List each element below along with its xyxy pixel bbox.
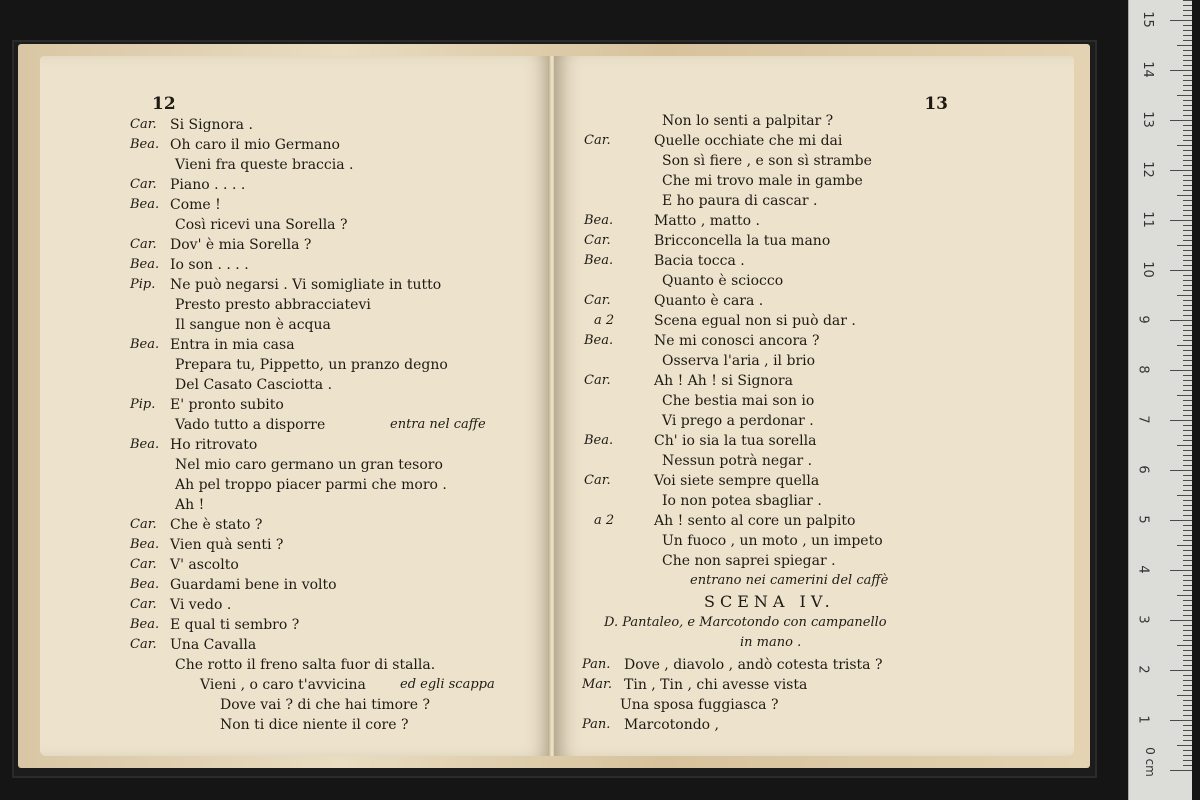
dialogue-line: Vieni , o caro t'avvicina bbox=[200, 677, 366, 693]
speaker-name: Car. bbox=[584, 233, 611, 248]
ruler-tick bbox=[1170, 370, 1192, 371]
page-number: 13 bbox=[924, 94, 948, 114]
dialogue-line: Io non potea sbagliar . bbox=[662, 493, 822, 509]
left-page bbox=[40, 56, 552, 756]
ruler-tick bbox=[1183, 765, 1192, 766]
speaker-name: Car. bbox=[130, 177, 157, 192]
ruler-tick bbox=[1183, 700, 1192, 701]
ruler-tick bbox=[1177, 495, 1192, 496]
ruler-tick bbox=[1183, 340, 1192, 341]
ruler-tick bbox=[1183, 75, 1192, 76]
ruler-tick bbox=[1183, 385, 1192, 386]
ruler-tick bbox=[1177, 545, 1192, 546]
ruler-tick bbox=[1170, 470, 1192, 471]
dialogue-line: Matto , matto . bbox=[654, 213, 760, 229]
ruler-tick bbox=[1183, 740, 1192, 741]
ruler-tick bbox=[1183, 515, 1192, 516]
speaker-name: Bea. bbox=[130, 257, 160, 272]
ruler-tick bbox=[1183, 235, 1192, 236]
ruler-tick bbox=[1183, 635, 1192, 636]
ruler-number: 2 bbox=[1135, 665, 1151, 674]
speaker-name: Pip. bbox=[130, 277, 156, 292]
ruler-number: 1 bbox=[1135, 715, 1151, 724]
ruler-tick bbox=[1183, 440, 1192, 441]
ruler-tick bbox=[1177, 595, 1192, 596]
ruler-tick bbox=[1183, 685, 1192, 686]
ruler-tick bbox=[1183, 190, 1192, 191]
ruler-tick bbox=[1183, 455, 1192, 456]
ruler-tick bbox=[1183, 0, 1192, 1]
dialogue-line: Oh caro il mio Germano bbox=[170, 137, 340, 153]
ruler-tick bbox=[1183, 405, 1192, 406]
ruler-tick bbox=[1183, 525, 1192, 526]
ruler-tick bbox=[1183, 210, 1192, 211]
ruler-tick bbox=[1183, 115, 1192, 116]
ruler-tick bbox=[1183, 580, 1192, 581]
ruler-tick bbox=[1183, 200, 1192, 201]
ruler-number: 5 bbox=[1135, 515, 1151, 524]
dialogue-line: Scena egual non si può dar . bbox=[654, 313, 856, 329]
dialogue-line: Entra in mia casa bbox=[170, 337, 295, 353]
speaker-name: Pan. bbox=[582, 657, 611, 672]
ruler-tick bbox=[1183, 435, 1192, 436]
ruler-number: 4 bbox=[1135, 565, 1151, 574]
ruler-tick bbox=[1170, 170, 1192, 171]
ruler-tick bbox=[1183, 450, 1192, 451]
ruler-number: 12 bbox=[1139, 161, 1155, 178]
speaker-name: Bea. bbox=[130, 437, 160, 452]
ruler-number: 3 bbox=[1135, 615, 1151, 624]
speaker-name: Car. bbox=[584, 373, 611, 388]
dialogue-line: Vi prego a perdonar . bbox=[662, 413, 814, 429]
ruler-tick bbox=[1183, 205, 1192, 206]
ruler-tick bbox=[1177, 395, 1192, 396]
dialogue-line: Tin , Tin , chi avesse vista bbox=[624, 677, 808, 693]
ruler-tick bbox=[1183, 10, 1192, 11]
ruler-tick bbox=[1170, 570, 1192, 571]
speaker-name: Bea. bbox=[584, 253, 614, 268]
ruler-tick bbox=[1183, 690, 1192, 691]
speaker-name: Bea. bbox=[130, 197, 160, 212]
stage-direction: ed egli scappa bbox=[400, 677, 495, 692]
ruler-tick bbox=[1183, 410, 1192, 411]
dialogue-line: Quanto è sciocco bbox=[662, 273, 784, 289]
speaker-name: Car. bbox=[584, 473, 611, 488]
ruler-tick bbox=[1183, 325, 1192, 326]
dialogue-line: Ho ritrovato bbox=[170, 437, 258, 453]
ruler-tick bbox=[1183, 630, 1192, 631]
ruler-tick bbox=[1170, 70, 1192, 71]
ruler-tick bbox=[1183, 260, 1192, 261]
ruler-tick bbox=[1183, 90, 1192, 91]
dialogue-line: Guardami bene in volto bbox=[170, 577, 337, 593]
ruler-tick bbox=[1170, 20, 1192, 21]
ruler-tick bbox=[1183, 755, 1192, 756]
ruler-number: 9 bbox=[1135, 315, 1151, 324]
ruler-number: 14 bbox=[1139, 61, 1155, 78]
dialogue-line: Dov' è mia Sorella ? bbox=[170, 237, 312, 253]
dialogue-line: Nessun potrà negar . bbox=[662, 453, 813, 469]
ruler-tick bbox=[1183, 135, 1192, 136]
ruler-tick bbox=[1183, 680, 1192, 681]
ruler-tick bbox=[1183, 490, 1192, 491]
ruler-tick bbox=[1183, 375, 1192, 376]
ruler-tick bbox=[1183, 160, 1192, 161]
ruler-tick bbox=[1183, 125, 1192, 126]
speaker-name: Bea. bbox=[584, 333, 614, 348]
dialogue-line: Del Casato Casciotta . bbox=[175, 377, 333, 393]
speaker-name: Car. bbox=[584, 133, 611, 148]
ruler-tick bbox=[1183, 305, 1192, 306]
ruler-tick bbox=[1183, 65, 1192, 66]
dialogue-line: Che è stato ? bbox=[170, 517, 263, 533]
ruler-tick bbox=[1183, 100, 1192, 101]
ruler-number: 15 bbox=[1139, 11, 1155, 28]
dialogue-line: Ne mi conosci ancora ? bbox=[654, 333, 820, 349]
ruler-tick bbox=[1183, 480, 1192, 481]
ruler-tick bbox=[1183, 500, 1192, 501]
ruler-tick bbox=[1170, 320, 1192, 321]
ruler-tick bbox=[1183, 255, 1192, 256]
ruler-tick bbox=[1183, 335, 1192, 336]
ruler-tick bbox=[1183, 230, 1192, 231]
ruler-tick bbox=[1183, 285, 1192, 286]
scene-cast: D. Pantaleo, e Marcotondo con campanello bbox=[604, 615, 887, 630]
ruler-tick bbox=[1183, 560, 1192, 561]
ruler-tick bbox=[1183, 40, 1192, 41]
dialogue-line: Presto presto abbracciatevi bbox=[175, 297, 371, 313]
ruler-tick bbox=[1183, 240, 1192, 241]
ruler-tick bbox=[1183, 315, 1192, 316]
ruler-tick bbox=[1183, 400, 1192, 401]
stage-direction: entrano nei camerini del caffè bbox=[690, 573, 889, 588]
ruler-tick bbox=[1170, 120, 1192, 121]
ruler-tick bbox=[1183, 130, 1192, 131]
dialogue-line: Vien quà senti ? bbox=[170, 537, 284, 553]
right-page bbox=[554, 56, 1074, 756]
ruler-tick bbox=[1183, 555, 1192, 556]
ruler-tick bbox=[1170, 420, 1192, 421]
ruler-tick bbox=[1183, 675, 1192, 676]
speaker-name: Pan. bbox=[582, 717, 611, 732]
dialogue-line: Quelle occhiate che mi dai bbox=[654, 133, 843, 149]
ruler-tick bbox=[1177, 195, 1192, 196]
ruler-tick bbox=[1183, 365, 1192, 366]
ruler-tick bbox=[1183, 600, 1192, 601]
ruler-tick bbox=[1183, 185, 1192, 186]
ruler-tick bbox=[1183, 750, 1192, 751]
dialogue-line: Osserva l'aria , il brio bbox=[662, 353, 816, 369]
ruler-tick bbox=[1183, 575, 1192, 576]
ruler-number: 10 bbox=[1139, 261, 1155, 278]
dialogue-line: Non ti dice niente il core ? bbox=[220, 717, 409, 733]
dialogue-line: Quanto è cara . bbox=[654, 293, 764, 309]
measurement-ruler bbox=[1128, 0, 1192, 800]
ruler-tick bbox=[1183, 35, 1192, 36]
speaker-name: Bea. bbox=[130, 577, 160, 592]
ruler-tick bbox=[1183, 360, 1192, 361]
ruler-tick bbox=[1177, 745, 1192, 746]
ruler-tick bbox=[1183, 605, 1192, 606]
ruler-tick bbox=[1170, 620, 1192, 621]
ruler-tick bbox=[1177, 345, 1192, 346]
speaker-name: Bea. bbox=[584, 213, 614, 228]
dialogue-line: Io son . . . . bbox=[170, 257, 249, 273]
ruler-tick bbox=[1183, 150, 1192, 151]
dialogue-line: Vado tutto a disporre bbox=[175, 417, 326, 433]
ruler-tick bbox=[1183, 585, 1192, 586]
speaker-name: Car. bbox=[130, 237, 157, 252]
ruler-tick bbox=[1183, 610, 1192, 611]
dialogue-line: Che bestia mai son io bbox=[662, 393, 815, 409]
ruler-tick bbox=[1177, 245, 1192, 246]
ruler-tick bbox=[1183, 430, 1192, 431]
ruler-tick bbox=[1183, 250, 1192, 251]
dialogue-line: Voi siete sempre quella bbox=[654, 473, 820, 489]
dialogue-line: Bacia tocca . bbox=[654, 253, 745, 269]
ruler-tick bbox=[1183, 350, 1192, 351]
dialogue-line: E qual ti sembro ? bbox=[170, 617, 300, 633]
ruler-tick bbox=[1183, 5, 1192, 6]
ruler-tick bbox=[1183, 535, 1192, 536]
ruler-tick bbox=[1183, 650, 1192, 651]
ruler-tick bbox=[1183, 565, 1192, 566]
stage-direction: entra nel caffe bbox=[390, 417, 486, 432]
ruler-tick bbox=[1183, 110, 1192, 111]
ruler-number: 6 bbox=[1135, 465, 1151, 474]
dialogue-line: Si Signora . bbox=[170, 117, 253, 133]
dialogue-line: E ho paura di cascar . bbox=[662, 193, 818, 209]
ruler-tick bbox=[1183, 380, 1192, 381]
dialogue-line: Il sangue non è acqua bbox=[175, 317, 331, 333]
ruler-tick bbox=[1183, 355, 1192, 356]
ruler-tick bbox=[1183, 665, 1192, 666]
dialogue-line: Una Cavalla bbox=[170, 637, 257, 653]
dialogue-line: Vieni fra queste braccia . bbox=[175, 157, 354, 173]
dialogue-line: Una sposa fuggiasca ? bbox=[620, 697, 779, 713]
ruler-tick bbox=[1183, 30, 1192, 31]
ruler-tick bbox=[1183, 50, 1192, 51]
ruler-number: 8 bbox=[1135, 365, 1151, 374]
ruler-tick bbox=[1183, 640, 1192, 641]
ruler-tick bbox=[1183, 425, 1192, 426]
ruler-tick bbox=[1183, 275, 1192, 276]
ruler-unit-label: 0 cm bbox=[1142, 747, 1157, 777]
ruler-tick bbox=[1183, 155, 1192, 156]
speaker-name: Car. bbox=[130, 117, 157, 132]
ruler-tick bbox=[1177, 695, 1192, 696]
ruler-tick bbox=[1183, 290, 1192, 291]
ruler-tick bbox=[1183, 705, 1192, 706]
speaker-name: a 2 bbox=[594, 313, 615, 328]
speaker-name: Car. bbox=[130, 597, 157, 612]
ruler-tick bbox=[1183, 415, 1192, 416]
speaker-name: Car. bbox=[130, 637, 157, 652]
ruler-tick bbox=[1183, 485, 1192, 486]
dialogue-line: Che non saprei spiegar . bbox=[662, 553, 836, 569]
dialogue-line: Ch' io sia la tua sorella bbox=[654, 433, 817, 449]
ruler-tick bbox=[1183, 180, 1192, 181]
ruler-tick bbox=[1177, 45, 1192, 46]
ruler-tick bbox=[1183, 265, 1192, 266]
dialogue-line: Ah ! sento al core un palpito bbox=[654, 513, 856, 529]
ruler-tick bbox=[1177, 295, 1192, 296]
dialogue-line: Dove vai ? di che hai timore ? bbox=[220, 697, 430, 713]
ruler-tick bbox=[1183, 330, 1192, 331]
dialogue-line: Che rotto il freno salta fuor di stalla. bbox=[175, 657, 436, 673]
dialogue-line: V' ascolto bbox=[170, 557, 239, 573]
ruler-tick bbox=[1183, 510, 1192, 511]
ruler-tick bbox=[1183, 390, 1192, 391]
scene-cast-continued: in mano . bbox=[740, 635, 802, 650]
ruler-tick bbox=[1183, 140, 1192, 141]
speaker-name: Car. bbox=[130, 557, 157, 572]
ruler-tick bbox=[1183, 655, 1192, 656]
dialogue-line: Vi vedo . bbox=[170, 597, 232, 613]
ruler-tick bbox=[1183, 760, 1192, 761]
ruler-tick bbox=[1183, 505, 1192, 506]
ruler-tick bbox=[1170, 720, 1192, 721]
dialogue-line: Ne può negarsi . Vi somigliate in tutto bbox=[170, 277, 442, 293]
ruler-tick bbox=[1183, 725, 1192, 726]
speaker-name: Mar. bbox=[582, 677, 612, 692]
ruler-tick bbox=[1183, 280, 1192, 281]
dialogue-line: Un fuoco , un moto , un impeto bbox=[662, 533, 883, 549]
ruler-tick bbox=[1170, 770, 1192, 771]
ruler-tick bbox=[1183, 530, 1192, 531]
ruler-tick bbox=[1183, 550, 1192, 551]
dialogue-line: Piano . . . . bbox=[170, 177, 246, 193]
ruler-tick bbox=[1183, 730, 1192, 731]
speaker-name: Bea. bbox=[130, 337, 160, 352]
ruler-tick bbox=[1183, 710, 1192, 711]
dialogue-line: Ah ! Ah ! si Signora bbox=[654, 373, 793, 389]
dialogue-line: Ah pel troppo piacer parmi che moro . bbox=[175, 477, 447, 493]
speaker-name: Bea. bbox=[130, 537, 160, 552]
ruler-tick bbox=[1170, 220, 1192, 221]
dialogue-line: Ah ! bbox=[175, 497, 205, 513]
dialogue-line: Non lo senti a palpitar ? bbox=[662, 113, 834, 129]
speaker-name: Pip. bbox=[130, 397, 156, 412]
dialogue-line: Così ricevi una Sorella ? bbox=[175, 217, 348, 233]
ruler-tick bbox=[1183, 55, 1192, 56]
ruler-tick bbox=[1183, 715, 1192, 716]
dialogue-line: Prepara tu, Pippetto, un pranzo degno bbox=[175, 357, 448, 373]
speaker-name: Bea. bbox=[130, 617, 160, 632]
scene-heading: SCENA IV. bbox=[704, 592, 835, 611]
dialogue-line: Nel mio caro germano un gran tesoro bbox=[175, 457, 443, 473]
speaker-name: Car. bbox=[130, 517, 157, 532]
ruler-tick bbox=[1183, 735, 1192, 736]
ruler-number: 11 bbox=[1139, 211, 1155, 228]
ruler-tick bbox=[1170, 520, 1192, 521]
ruler-tick bbox=[1183, 540, 1192, 541]
dialogue-line: Marcotondo , bbox=[624, 717, 720, 733]
ruler-tick bbox=[1177, 445, 1192, 446]
ruler-tick bbox=[1183, 475, 1192, 476]
ruler-tick bbox=[1183, 175, 1192, 176]
ruler-tick bbox=[1177, 95, 1192, 96]
dialogue-line: Dove , diavolo , andò cotesta trista ? bbox=[624, 657, 883, 673]
speaker-name: Bea. bbox=[584, 433, 614, 448]
ruler-tick bbox=[1183, 300, 1192, 301]
ruler-number: 13 bbox=[1139, 111, 1155, 128]
ruler-tick bbox=[1183, 225, 1192, 226]
ruler-tick bbox=[1183, 85, 1192, 86]
ruler-tick bbox=[1183, 60, 1192, 61]
ruler-tick bbox=[1183, 590, 1192, 591]
ruler-tick bbox=[1183, 15, 1192, 16]
page-number: 12 bbox=[152, 94, 176, 114]
ruler-tick bbox=[1177, 145, 1192, 146]
ruler-tick bbox=[1183, 80, 1192, 81]
ruler-tick bbox=[1183, 215, 1192, 216]
ruler-tick bbox=[1183, 625, 1192, 626]
dialogue-line: E' pronto subito bbox=[170, 397, 284, 413]
ruler-tick bbox=[1183, 465, 1192, 466]
dialogue-line: Bricconcella la tua mano bbox=[654, 233, 831, 249]
ruler-tick bbox=[1183, 165, 1192, 166]
dialogue-line: Come ! bbox=[170, 197, 221, 213]
ruler-number: 7 bbox=[1135, 415, 1151, 424]
speaker-name: Bea. bbox=[130, 137, 160, 152]
ruler-tick bbox=[1183, 460, 1192, 461]
dialogue-line: Son sì fiere , e son sì strambe bbox=[662, 153, 872, 169]
speaker-name: Car. bbox=[584, 293, 611, 308]
ruler-tick bbox=[1183, 25, 1192, 26]
ruler-tick bbox=[1183, 310, 1192, 311]
ruler-tick bbox=[1177, 645, 1192, 646]
ruler-tick bbox=[1170, 670, 1192, 671]
ruler-tick bbox=[1183, 615, 1192, 616]
ruler-tick bbox=[1170, 270, 1192, 271]
speaker-name: a 2 bbox=[594, 513, 615, 528]
dialogue-line: Che mi trovo male in gambe bbox=[662, 173, 863, 189]
ruler-tick bbox=[1183, 105, 1192, 106]
ruler-tick bbox=[1183, 660, 1192, 661]
